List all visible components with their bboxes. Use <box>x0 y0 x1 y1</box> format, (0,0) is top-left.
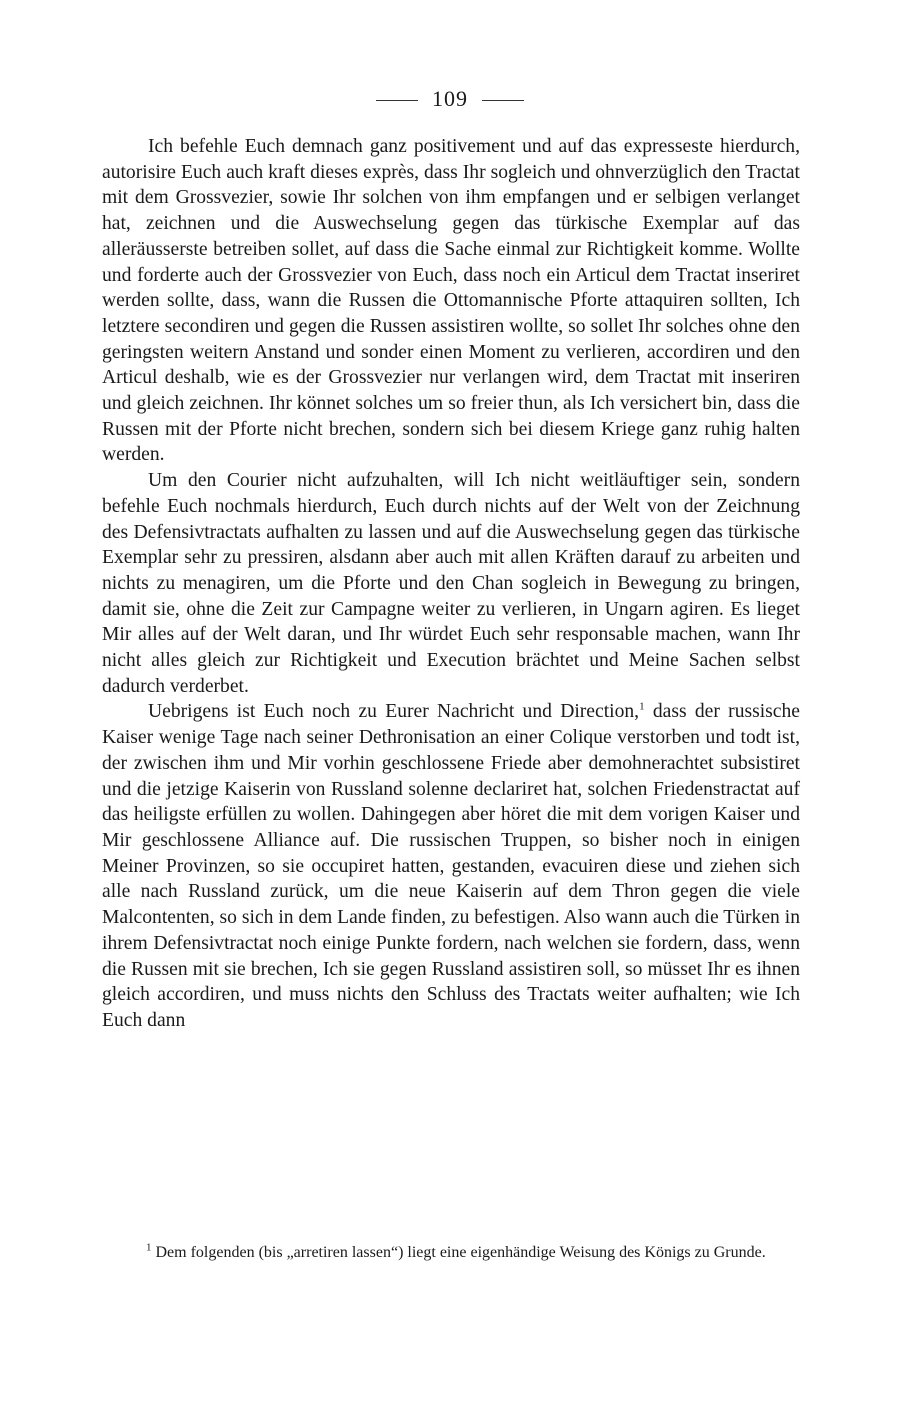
page-header <box>0 86 900 112</box>
paragraph-3 <box>102 699 800 1033</box>
main-text <box>102 134 800 1034</box>
footnote-mark: 1 <box>146 1241 152 1254</box>
paragraph-3-part-1: Uebrigens ist Euch noch zu Eurer Nachricht und Direction, <box>148 701 640 723</box>
footnote-reference: 1 <box>639 700 645 713</box>
footnote <box>102 1241 800 1265</box>
footnote-text: Dem folgenden (bis „arretiren lassen“) liegt eine eigenhändige Weisung des Königs zu Grunde. <box>151 1244 766 1261</box>
paragraph-1: Ich befehle Euch demnach ganz positivement und auf das expresseste hierdurch, autorisire Euch auch kraft dieses exprès, dass Ihr sogleich und ohnverzüglich den Tractat mit dem Grossvezier, sowie Ihr solchen von ihm empfangen und er selbigen verlanget hat, zeichnen und die Auswechselung gegen das türkische Exemplar auf das alleräusserste betreiben sollet, auf dass die Sache einmal zur Richtigkeit komme. Wollte und forderte auch der Grossvezier von Euch, dass noch ein Articul dem Tractat inseriret werden sollte, dass, wann die Russen die Ottomannische Pforte attaquiren sollten, Ich letztere secondiren und gegen die Russen assistiren wollte, so sollet Ihr solches ohne den geringsten weitern Anstand und sonder einen Moment zu verlieren, accordiren und den Articul deshalb, wie es der Grossvezier nur verlangen wird, dem Tractat mit inseriren und gleich zeichnen. Ihr könnet solches um so freier thun, als Ich versichert bin, dass die Russen mit der Pforte nicht brechen, sondern sich bei diesem Kriege ganz ruhig halten werden. <box>102 136 800 466</box>
page-number: 109 <box>432 86 468 111</box>
left-rule <box>376 100 418 101</box>
paragraph-2: Um den Courier nicht aufzuhalten, will Ich nicht weitläuftiger sein, sondern befehle Euch nochmals hierdurch, Euch durch nichts auf der Welt von der Zeichnung des Defensivtractats aufhalten zu lassen und auf die Auswechselung gegen das türkische Exemplar sehr zu pressiren, alsdann aber auch mit allen Kräften darauf zu arbeiten und nichts zu menagiren, um die Pforte und den Chan sogleich in Bewegung zu bringen, damit sie, ohne die Zeit zur Campagne weiter zu verlieren, in Ungarn agiren. Es lieget Mir alles auf der Welt daran, und Ihr würdet Euch sehr responsable machen, wann Ihr nicht alles gleich zur Richtigkeit und Execution brächtet und Meine Sachen selbst dadurch verderbet. <box>102 470 800 697</box>
right-rule <box>482 100 524 101</box>
paragraph-3-part-2: dass der russische Kaiser wenige Tage nach seiner Dethronisation an einer Colique verstorben und todt ist, der zwischen ihm und Mir vorhin geschlossene Friede aber demohnerachtet subsistiret und die jetzige Kaiserin von Russland solenne declariret hat, solchen Friedenstractat auf das heiligste erfüllen zu wollen. Dahingegen aber höret die mit dem vorigen Kaiser und Mir geschlossene Alliance auf. Die russischen Truppen, so bisher noch in einigen Meiner Provinzen, so sie occupiret hatten, gestanden, evacuiren diese und ziehen sich alle nach Russland zurück, um die neue Kaiserin auf dem Thron gegen die viele Malcontenten, so sich in dem Lande finden, zu befestigen. Also wann auch die Türken in ihrem Defensivtractat noch einige Punkte fordern, nach welchen sie fordern, dass, wenn die Russen mit sie brechen, Ich sie gegen Russland assistiren soll, so müsset Ihr es ihnen gleich accordiren, und muss nichts den Schluss des Tractats weiter aufhalten; wie Ich Euch dann <box>102 701 800 1031</box>
